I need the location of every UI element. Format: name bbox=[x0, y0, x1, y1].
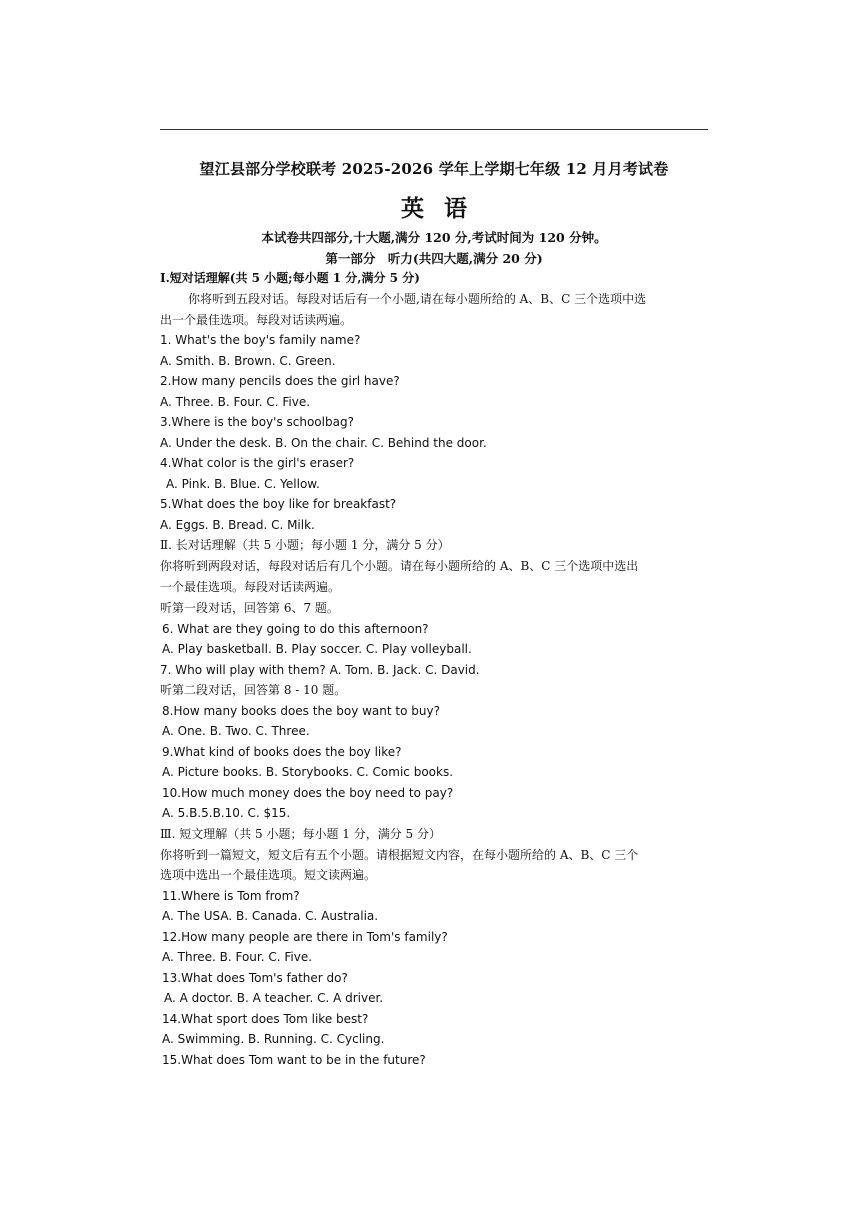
dialogue-2-note: 听第二段对话，回答第 8 - 10 题。 bbox=[160, 683, 347, 697]
subject-char-2: 语 bbox=[444, 195, 467, 222]
exam-title: 望江县部分学校联考 2025-2026 学年上学期七年级 12 月月考试卷 bbox=[199, 160, 669, 178]
question-13-options: A. A doctor. B. A teacher. C. A driver. bbox=[164, 991, 384, 1005]
question-14: 14.What sport does Tom like best? bbox=[162, 1012, 369, 1026]
section-2-instruction-line-1: 你将听到两段对话，每段对话后有几个小题。请在每小题所给的 A、B、C 三个选项中选出 bbox=[160, 559, 639, 573]
question-7: 7. Who will play with them? A. Tom. B. Jack. C. David. bbox=[160, 663, 480, 677]
question-3: 3.Where is the boy's schoolbag? bbox=[160, 415, 354, 429]
exam-info: 本试卷共四部分,十大题,满分 120 分,考试时间为 120 分钟。 bbox=[261, 230, 607, 245]
question-9: 9.What kind of books does the boy like? bbox=[162, 745, 402, 759]
question-9-options: A. Picture books. B. Storybooks. C. Comic books. bbox=[162, 765, 454, 779]
section-3-instruction-line-2: 选项中选出一个最佳选项。短文读两遍。 bbox=[160, 868, 377, 882]
question-4-options: A. Pink. B. Blue. C. Yellow. bbox=[166, 477, 320, 491]
section-1-instruction-line-1: 你将听到五段对话。每段对话后有一个小题,请在每小题所给的 A、B、C 三个选项中选 bbox=[188, 292, 647, 306]
section-1-heading: Ⅰ.短对话理解(共 5 小题;每小题 1 分,满分 5 分) bbox=[160, 271, 420, 285]
question-5: 5.What does the boy like for breakfast? bbox=[160, 497, 397, 511]
subject-title bbox=[0, 190, 868, 223]
section-2-instruction-line-2: 一个最佳选项。每段对话读两遍。 bbox=[160, 580, 341, 594]
question-11: 11.Where is Tom from? bbox=[162, 889, 300, 903]
question-4: 4.What color is the girl's eraser? bbox=[160, 456, 355, 470]
dialogue-1-note: 听第一段对话，回答第 6、7 题。 bbox=[160, 601, 339, 615]
question-11-options: A. The USA. B. Canada. C. Australia. bbox=[162, 909, 379, 923]
question-13: 13.What does Tom's father do? bbox=[162, 971, 348, 985]
question-6-options: A. Play basketball. B. Play soccer. C. Play volleyball. bbox=[162, 642, 472, 656]
section-1-instruction-line-2: 出一个最佳选项。每段对话读两遍。 bbox=[160, 313, 353, 327]
question-12-options: A. Three. B. Four. C. Five. bbox=[162, 950, 313, 964]
subject-char-1: 英 bbox=[401, 195, 424, 222]
question-2: 2.How many pencils does the girl have? bbox=[160, 374, 400, 388]
question-12: 12.How many people are there in Tom's family? bbox=[162, 930, 448, 944]
question-1-options: A. Smith. B. Brown. C. Green. bbox=[160, 354, 336, 368]
question-8-options: A. One. B. Two. C. Three. bbox=[162, 724, 310, 738]
question-14-options: A. Swimming. B. Running. C. Cycling. bbox=[162, 1032, 385, 1046]
question-8: 8.How many books does the boy want to buy? bbox=[162, 704, 440, 718]
question-3-options: A. Under the desk. B. On the chair. C. Behind the door. bbox=[160, 436, 487, 450]
part-heading: 第一部分 听力(共四大题,满分 20 分) bbox=[325, 251, 543, 266]
question-15: 15.What does Tom want to be in the future? bbox=[162, 1053, 426, 1067]
question-10: 10.How much money does the boy need to pay? bbox=[162, 786, 454, 800]
section-2-heading: Ⅱ. 长对话理解（共 5 小题；每小题 1 分，满分 5 分） bbox=[160, 538, 450, 552]
question-6: 6. What are they going to do this afternoon? bbox=[162, 622, 429, 636]
question-10-options: A. 5.B.5.B.10. C. $15. bbox=[162, 806, 291, 820]
question-5-options: A. Eggs. B. Bread. C. Milk. bbox=[160, 518, 315, 532]
section-3-heading: Ⅲ. 短文理解（共 5 小题；每小题 1 分，满分 5 分） bbox=[160, 827, 441, 841]
section-3-instruction-line-1: 你将听到一篇短文，短文后有五个小题。请根据短文内容，在每小题所给的 A、B、C 三个 bbox=[160, 848, 639, 862]
question-1: 1. What's the boy's family name? bbox=[160, 333, 361, 347]
top-rule bbox=[160, 129, 708, 130]
question-2-options: A. Three. B. Four. C. Five. bbox=[160, 395, 311, 409]
